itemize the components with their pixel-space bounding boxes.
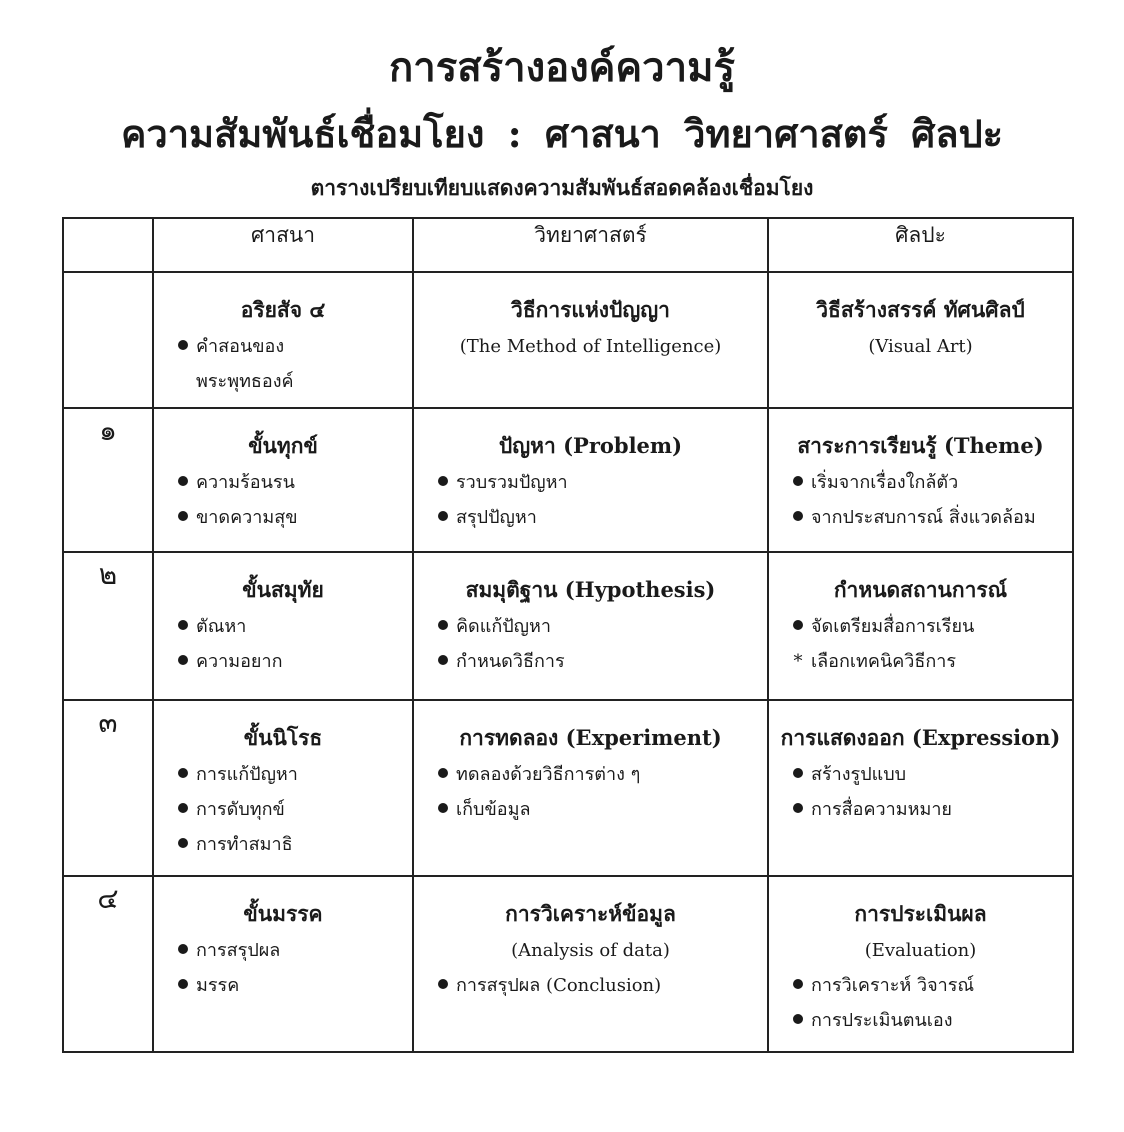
cell-title: วิธีสร้างสรรค์ ทัศนศิลป์ xyxy=(816,297,1025,322)
item-text: การวิเคราะห์ วิจารณ์ xyxy=(811,975,975,996)
item-text: พระพุทธองค์ xyxy=(196,371,294,392)
cell-science xyxy=(413,272,768,408)
bullet-icon xyxy=(178,944,188,954)
list-item xyxy=(414,500,767,535)
list-item xyxy=(769,968,1072,1003)
list-item xyxy=(769,500,1072,535)
comparison-table xyxy=(62,217,1074,1053)
cell-religion xyxy=(153,552,413,700)
row-number-cell: ๒ xyxy=(63,552,153,700)
bullet-icon xyxy=(178,655,188,665)
table-row xyxy=(63,552,1073,700)
item-text: การสรุปผล (Conclusion) xyxy=(456,975,662,996)
list-item xyxy=(154,465,412,500)
bullet-icon xyxy=(178,838,188,848)
list-item xyxy=(154,644,412,679)
row-number-cell: ๑ xyxy=(63,408,153,552)
cell-title: ขั้นทุกข์ xyxy=(248,433,318,458)
bullet-icon xyxy=(793,620,803,630)
item-text: การประเมินตนเอง xyxy=(811,1010,953,1031)
cell-title: การประเมินผล xyxy=(854,901,987,926)
cell-subtitle: (Analysis of data) xyxy=(511,940,670,961)
cell-title: ขั้นมรรค xyxy=(243,901,323,926)
list-item xyxy=(154,500,412,535)
item-text: การสรุปผล xyxy=(196,940,281,961)
cell-science xyxy=(413,876,768,1052)
cell-subtitle: (The Method of Intelligence) xyxy=(459,336,722,357)
bullet-icon xyxy=(793,768,803,778)
cell-religion xyxy=(153,876,413,1052)
cell-title: ขั้นสมุทัย xyxy=(242,577,324,602)
row-number-cell: ๔ xyxy=(63,876,153,1052)
list-item xyxy=(769,1003,1072,1038)
list-item xyxy=(154,792,412,827)
item-text: จัดเตรียมสื่อการเรียน xyxy=(811,616,975,637)
bullet-icon xyxy=(793,476,803,486)
bullet-icon xyxy=(793,1014,803,1024)
cell-art xyxy=(768,876,1073,1052)
list-item xyxy=(154,329,412,364)
item-text: เลือกเทคนิควิธีการ xyxy=(811,651,957,672)
bullet-icon xyxy=(438,476,448,486)
cell-title: กำหนดสถานการณ์ xyxy=(833,577,1008,602)
row-number-cell xyxy=(63,272,153,408)
item-text: ขาดความสุข xyxy=(196,507,298,528)
list-item xyxy=(769,644,1072,679)
item-text: ทดลองด้วยวิธีการต่าง ๆ xyxy=(456,764,641,785)
bullet-icon xyxy=(438,803,448,813)
cell-title: วิธีการแห่งปัญญา xyxy=(511,297,670,322)
cell-title: ขั้นนิโรธ xyxy=(243,725,323,750)
bullet-icon xyxy=(438,620,448,630)
list-item xyxy=(414,609,767,644)
bullet-icon xyxy=(178,620,188,630)
cell-art xyxy=(768,552,1073,700)
cell-title: การวิเคราะห์ข้อมูล xyxy=(505,901,676,926)
asterisk-icon: * xyxy=(793,651,803,672)
list-item xyxy=(154,757,412,792)
cell-title: สาระการเรียนรู้ (Theme) xyxy=(797,433,1044,458)
list-item xyxy=(769,757,1072,792)
cell-art xyxy=(768,700,1073,876)
bullet-icon xyxy=(438,768,448,778)
list-item xyxy=(769,609,1072,644)
list-item xyxy=(414,792,767,827)
cell-science xyxy=(413,552,768,700)
item-text: การทำสมาธิ xyxy=(196,834,293,855)
bullet-icon xyxy=(178,476,188,486)
list-item xyxy=(414,644,767,679)
item-text: การดับทุกข์ xyxy=(196,799,285,820)
item-text: สรุปปัญหา xyxy=(456,507,537,528)
cell-subtitle: (Evaluation) xyxy=(864,940,977,961)
table-row xyxy=(63,876,1073,1052)
item-text: เริ่มจากเรื่องใกล้ตัว xyxy=(811,472,959,493)
cell-religion xyxy=(153,408,413,552)
list-item xyxy=(769,792,1072,827)
bullet-icon xyxy=(178,768,188,778)
item-text: กำหนดวิธีการ xyxy=(456,651,565,672)
bullet-icon xyxy=(438,655,448,665)
item-text: เก็บข้อมูล xyxy=(456,799,531,820)
item-text: การสื่อความหมาย xyxy=(811,799,952,820)
list-item xyxy=(154,827,412,862)
list-item xyxy=(154,364,412,399)
table-row xyxy=(63,700,1073,876)
header-cell-religion: ศาสนา xyxy=(153,218,413,272)
item-text: การแก้ปัญหา xyxy=(196,764,298,785)
item-text: มรรค xyxy=(196,975,240,996)
list-item xyxy=(414,465,767,500)
item-text: คำสอนของ xyxy=(196,336,285,357)
header-cell-art: ศิลปะ xyxy=(768,218,1073,272)
header-cell-number xyxy=(63,218,153,272)
list-item xyxy=(414,968,767,1003)
bullet-icon xyxy=(178,979,188,989)
table-caption: ตารางเปรียบเทียบแสดงความสัมพันธ์สอดคล้องเชื่อมโยง xyxy=(310,175,814,200)
page-subtitle: ความสัมพันธ์เชื่อมโยง : ศาสนา วิทยาศาสตร์ ศิลปะ xyxy=(120,111,1004,156)
item-text: รวบรวมปัญหา xyxy=(456,472,568,493)
bullet-icon xyxy=(178,340,188,350)
item-text: สร้างรูปแบบ xyxy=(811,764,907,785)
cell-title: การทดลอง (Experiment) xyxy=(459,725,722,750)
cell-title: อริยสัจ ๔ xyxy=(240,297,326,322)
bullet-icon xyxy=(793,511,803,521)
cell-title: สมมุติฐาน (Hypothesis) xyxy=(465,577,716,602)
list-item xyxy=(769,465,1072,500)
header-cell-science: วิทยาศาสตร์ xyxy=(413,218,768,272)
table-header-row xyxy=(63,218,1073,272)
cell-science xyxy=(413,700,768,876)
cell-art xyxy=(768,272,1073,408)
list-item xyxy=(154,968,412,1003)
bullet-icon xyxy=(793,979,803,989)
cell-subtitle: (Visual Art) xyxy=(868,336,973,357)
cell-science xyxy=(413,408,768,552)
cell-title: การแสดงออก (Expression) xyxy=(780,725,1061,750)
cell-religion xyxy=(153,700,413,876)
cell-religion xyxy=(153,272,413,408)
bullet-icon xyxy=(178,803,188,813)
item-text: ความอยาก xyxy=(196,651,283,672)
bullet-icon xyxy=(793,803,803,813)
list-item xyxy=(154,933,412,968)
item-text: ความร้อนรน xyxy=(196,472,295,493)
page-title: การสร้างองค์ความรู้ xyxy=(389,44,735,91)
bullet-icon xyxy=(178,511,188,521)
bullet-icon xyxy=(438,511,448,521)
row-number-cell: ๓ xyxy=(63,700,153,876)
bullet-icon xyxy=(438,979,448,989)
list-item xyxy=(154,609,412,644)
item-text: คิดแก้ปัญหา xyxy=(456,616,551,637)
list-item xyxy=(414,757,767,792)
cell-title: ปัญหา (Problem) xyxy=(498,433,683,458)
cell-art xyxy=(768,408,1073,552)
table-row-intro xyxy=(63,272,1073,408)
table-row xyxy=(63,408,1073,552)
item-text: ตัณหา xyxy=(196,616,247,637)
item-text: จากประสบการณ์ สิ่งแวดล้อม xyxy=(811,507,1036,528)
